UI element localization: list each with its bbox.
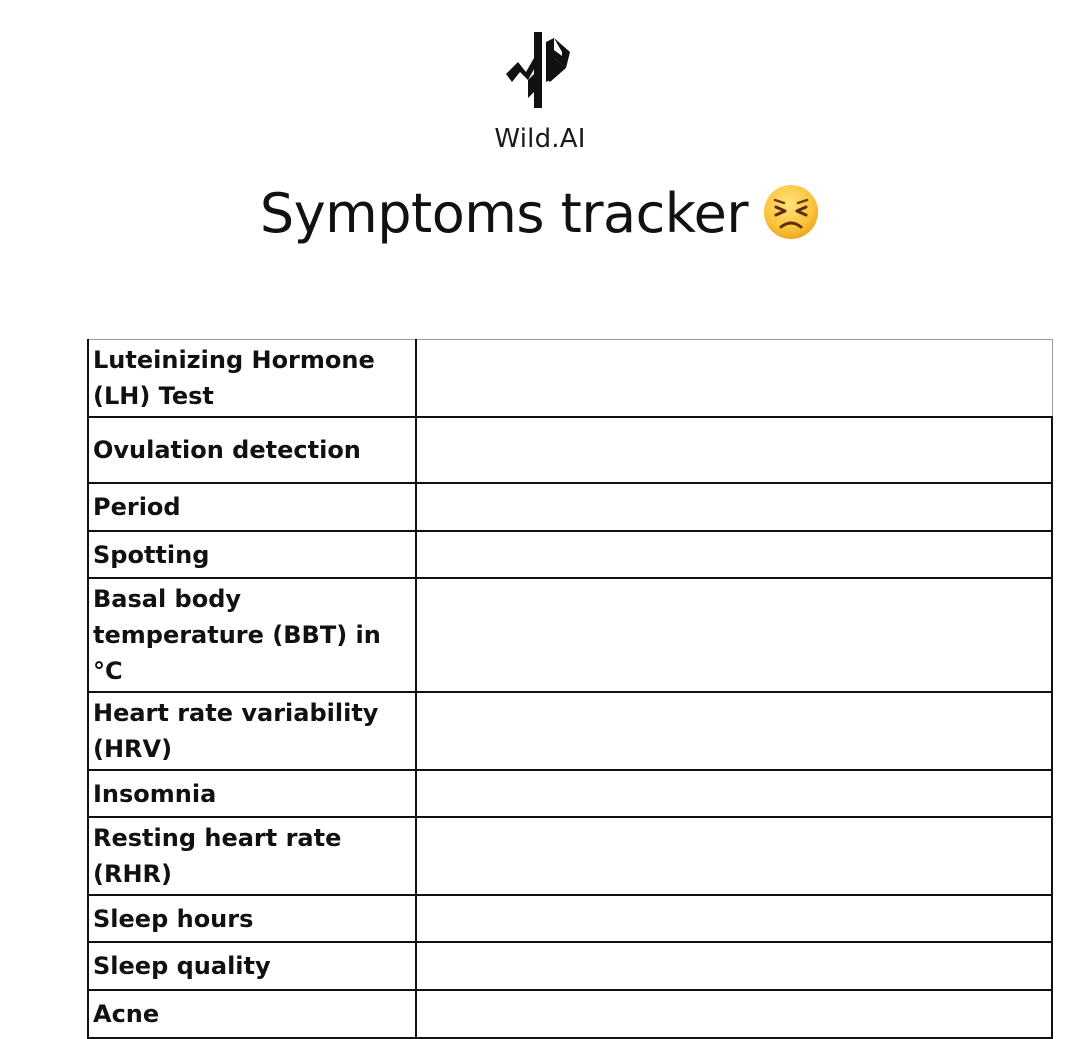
page-title: Symptoms tracker <box>259 182 749 245</box>
brand-name: Wild.AI <box>494 124 586 154</box>
wild-ai-logo-icon <box>500 28 580 112</box>
row-label: Insomnia <box>88 770 416 817</box>
row-label: Heart rate variability (HRV) <box>88 692 416 770</box>
persevering-face-emoji-icon <box>762 183 820 241</box>
table-row <box>88 340 1052 418</box>
table-row <box>88 990 1052 1038</box>
row-label: Luteinizing Hormone (LH) Test <box>88 340 416 418</box>
row-label: Acne <box>88 990 416 1038</box>
table-row <box>88 483 1052 531</box>
table-row <box>88 770 1052 817</box>
row-value-cell[interactable] <box>416 531 1052 578</box>
row-value-cell[interactable] <box>416 990 1052 1038</box>
table-row <box>88 692 1052 770</box>
row-value-cell[interactable] <box>416 483 1052 531</box>
page-title-row <box>0 182 1080 245</box>
row-value-cell[interactable] <box>416 942 1052 990</box>
row-label: Period <box>88 483 416 531</box>
symptoms-table <box>87 339 1053 1039</box>
row-value-cell[interactable] <box>416 817 1052 895</box>
row-value-cell[interactable] <box>416 578 1052 692</box>
table-row <box>88 895 1052 942</box>
table-row <box>88 942 1052 990</box>
table-row <box>88 531 1052 578</box>
row-label: Sleep quality <box>88 942 416 990</box>
row-value-cell[interactable] <box>416 340 1052 418</box>
row-label: Sleep hours <box>88 895 416 942</box>
row-value-cell[interactable] <box>416 417 1052 483</box>
table-row <box>88 578 1052 692</box>
row-label: Basal body temperature (BBT) in °C <box>88 578 416 692</box>
table-row <box>88 817 1052 895</box>
row-label: Ovulation detection <box>88 417 416 483</box>
row-value-cell[interactable] <box>416 770 1052 817</box>
row-label: Spotting <box>88 531 416 578</box>
row-label: Resting heart rate (RHR) <box>88 817 416 895</box>
row-value-cell[interactable] <box>416 692 1052 770</box>
row-value-cell[interactable] <box>416 895 1052 942</box>
table-row <box>88 417 1052 483</box>
